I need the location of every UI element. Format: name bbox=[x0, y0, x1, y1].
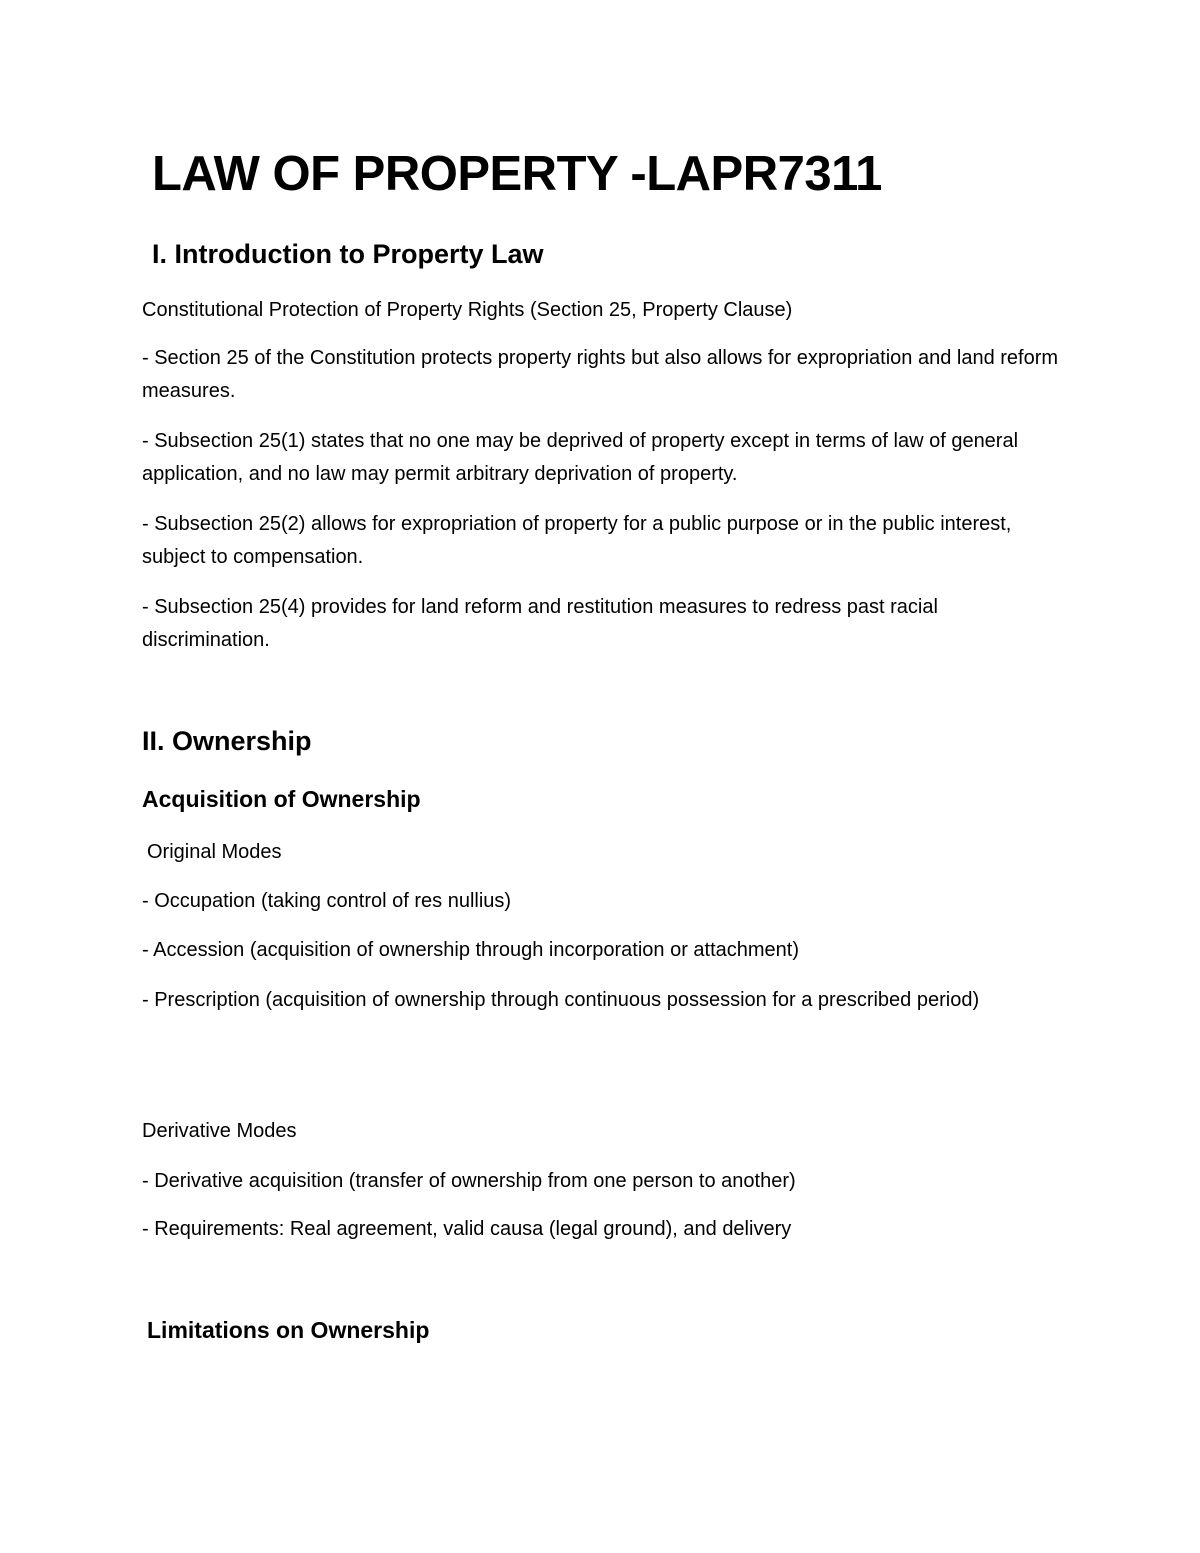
label-original-modes: Original Modes bbox=[147, 841, 282, 863]
subheading-limitations-on-ownership: Limitations on Ownership bbox=[147, 1317, 430, 1343]
subheading-acquisition-of-ownership: Acquisition of Ownership bbox=[142, 786, 421, 812]
subheading-constitutional-protection: Constitutional Protection of Property Rights (Section 25, Property Clause) bbox=[142, 299, 793, 321]
bullet-prescription: - Prescription (acquisition of ownership through continuous possession for a prescribed period) bbox=[142, 989, 980, 1011]
bullet-section-25: - Section 25 of the Constitution protects property rights but also allows for expropriation and land reform measures. bbox=[142, 347, 1059, 402]
bullet-requirements: - Requirements: Real agreement, valid causa (legal ground), and delivery bbox=[142, 1218, 792, 1240]
bullet-subsection-25-1: - Subsection 25(1) states that no one may be deprived of property except in terms of law of general application, and no law may permit arbitrary deprivation of property. bbox=[142, 430, 1019, 485]
section-heading-ownership: II. Ownership bbox=[142, 726, 312, 756]
label-derivative-modes: Derivative Modes bbox=[142, 1120, 297, 1142]
bullet-subsection-25-4: - Subsection 25(4) provides for land reform and restitution measures to redress past racial discrimination. bbox=[142, 596, 938, 651]
bullet-derivative-acquisition: - Derivative acquisition (transfer of ownership from one person to another) bbox=[142, 1170, 796, 1192]
bullet-occupation: - Occupation (taking control of res nullius) bbox=[142, 890, 512, 912]
section-heading-introduction: I. Introduction to Property Law bbox=[152, 239, 544, 269]
bullet-subsection-25-2: - Subsection 25(2) allows for expropriation of property for a public purpose or in the public interest, subject to compensation. bbox=[142, 513, 1012, 568]
bullet-accession: - Accession (acquisition of ownership through incorporation or attachment) bbox=[142, 939, 800, 961]
document-title: LAW OF PROPERTY -LAPR7311 bbox=[152, 147, 882, 201]
